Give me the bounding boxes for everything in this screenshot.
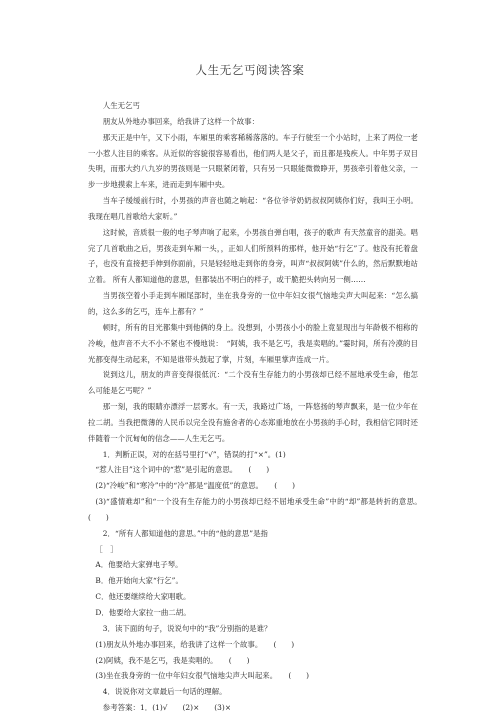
paragraph: 顿时，所有的目光都集中到他俩的身上。没想到，小男孩小小的脸上竟显现出与年龄极不相称的冷峻，他声音不大不小不紧也不慢地说： “阿姨，我不是乞丐，我是卖唱的。”霎时间，所有冷漠的目光都变得生动起来，不知是谁带头鼓起了掌，片刻，车厢里掌声连成一片。 [88,322,418,364]
question-4: 4．说说你对文章最后一句话的理解。 [102,687,227,697]
question-3-item: (3)坐在我身旁的一位中年妇女很气恼地尖声大叫起来。 ( ) [95,671,310,681]
answer-bracket: ［ ］ [95,544,118,554]
paragraph: 这时候，音质很一般的电子琴声响了起来，小男孩自弹自唱，孩子的歌声 有天然童音的甜美。唱完了几首歌曲之后，男孩走到车厢一头，，正如人们所预料的那样，他开始“行乞”了。他没有托着盘子，也没有直接把手伸到你面前，只是轻轻地走到你的身旁，叫声“叔叔阿姨”什么的，然后默默地站立着。 所有人都知道他的意思，但都装出不明白的样子，或干脆把头转向另一侧…… [88,227,418,285]
option-c: C．他还要继续给大家唱歌。 [95,592,191,602]
question-3: 3．读下面的句子，说说句中的“我”分别指的是谁？ [102,623,272,633]
question-1-item: (3)“盛情难却”和“一个没有生存能力的小男孩却已经不屈地承受生命”中的“却”都是转折的意思。 ( ) [88,497,433,522]
document-title: 人生无乞丐阅读答案 [195,63,305,77]
question-1: 1．判断正误，对的在括号里打“√”，错误的打“×”。(1) [102,449,286,459]
paragraph: 说到这儿，朋友的声音变得很低沉：“二个没有生存能力的小男孩却已经不屈地承受生命，他怎么可能是乞丐呢？” [88,370,418,396]
paragraph: 那天正是中午，又下小雨，车厢里的乘客稀稀落落的。车子行驶至一个小站时，上来了两位一老一小惹人注目的乘客。从近似的容貌很容易看出，他们两人是父子，而且都是残疾人。中年男子双目失明，而那大约八九岁的男孩则是一只眼紧闭着，只有另一只眼能微微睁开，男孩牵引着他父亲，一步一步地摸索上车来，进而走到车厢中央。 [88,132,418,190]
question-3-item: (1)朋友从外地办事回来，给我讲了这样一个故事。 ( ) [95,639,295,649]
question-1-item: (2)“冷峻”和“寒冷”中的“冷”都是“温度低”的意思。 ( ) [95,481,296,491]
paragraph: 当车子缓缓前行时，小男孩的声音也随之响起：“各位爷爷奶奶叔叔阿姨你们好，我叫王小明。我现在唱几首歌给大家听。” [88,196,418,221]
paragraph: 当男孩空着小手走到车厢尾部时，坐在我身旁的一位中年妇女很气恼地尖声大叫起来：“怎么搞的，这么多的乞丐，连车上都有？” [88,291,418,316]
answer-key: 参考答案：1．(1)√ (2)× (3)× [102,703,232,713]
question-2: 2．“所有人都知道他的意思。”中的“他的意思”是指 [102,528,268,538]
article-heading: 人生无乞丐 [102,101,141,110]
paragraph: 那一刻，我的眼睛亦漂浮一层雾水。有一天，我路过广场，一阵悠扬的琴声飘来，是一位少年在拉二胡。当我把微薄的人民币以完全没有施舍者的心态郑重地放在小男孩的手心时，我相信它同时还伴随着一个沉甸甸的信念——人生无乞丐。 [88,402,418,443]
question-1-item: “惹人注目”这个词中的“惹”是引起的意思。 ( ) [95,465,270,475]
option-d: D．他要给大家拉一曲二胡。 [95,608,191,617]
question-3-item: (2)阿姨，我不是乞丐，我是卖唱的。 ( ) [95,655,250,665]
option-b: B．他开始向大家“行乞”。 [95,576,183,586]
article-body [88,98,433,716]
option-a: A．他要给大家弹电子琴。 [95,560,183,570]
paragraph: 朋友从外地办事回来，给我讲了这样一个故事： [102,116,260,126]
